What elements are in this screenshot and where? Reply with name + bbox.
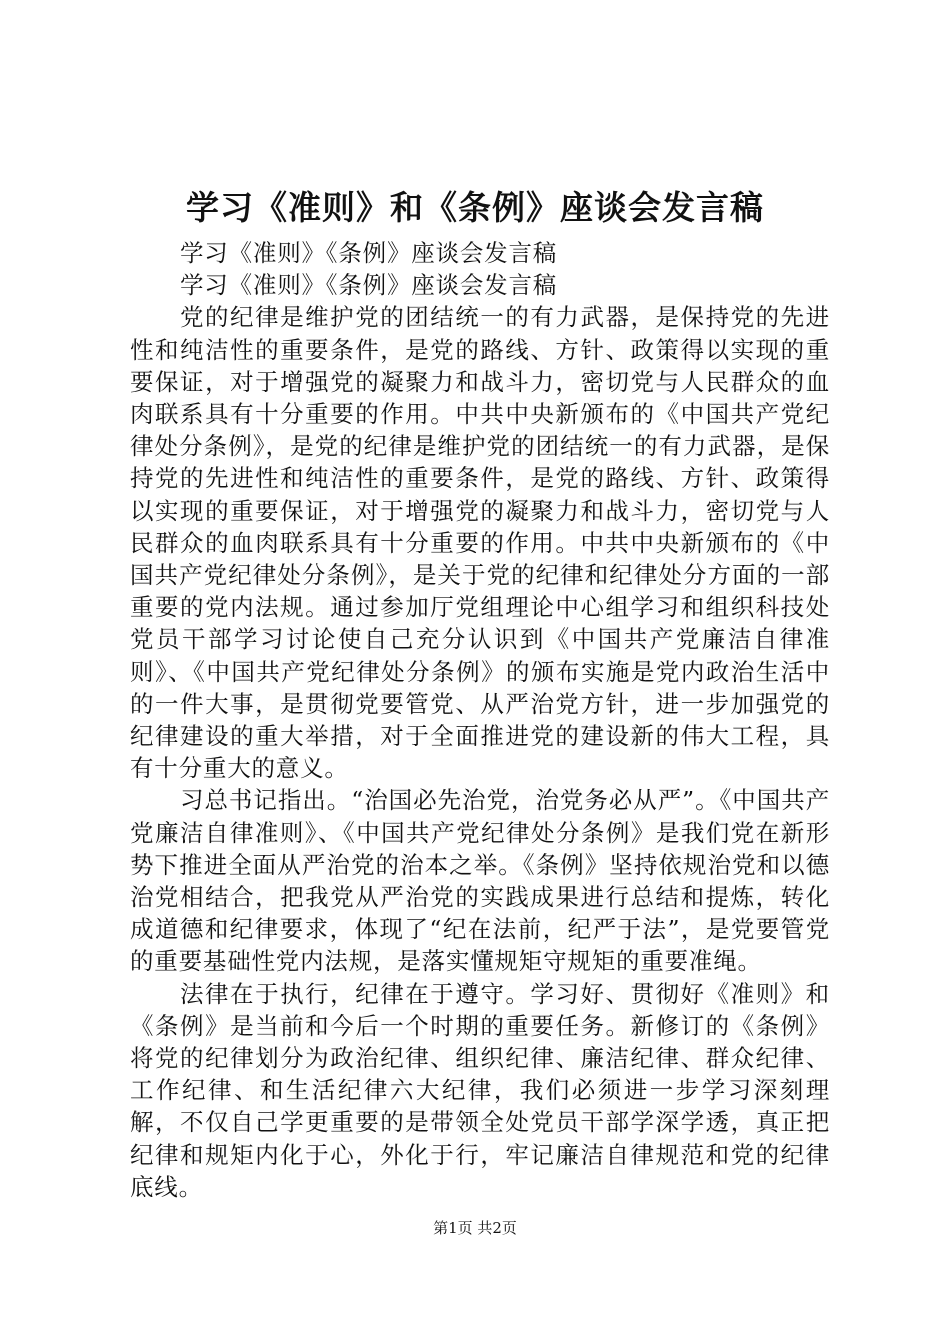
paragraph-1: 党的纪律是维护党的团结统一的有力武器，是保持党的先进性和纯洁性的重要条件，是党的路线、方针、政策得以实现的重要保证，对于增强党的凝聚力和战斗力，密切党与人民群众的血肉联系具有十分重要的作用。中共中央新颁布的《中国共产党纪律处分条例》，是党的纪律是维护党的团结统一的有力武器，是保持党的先进性和纯洁性的重要条件，是党的路线、方针、政策得以实现的重要保证，对于增强党的凝聚力和战斗力，密切党与人民群众的血肉联系具有十分重要的作用。中共中央新颁布的《中国共产党纪律处分条例》，是关于党的纪律和纪律处分方面的一部重要的党内法规。通过参加厅党组理论中心组学习和组织科技处党员干部学习讨论使自己充分认识到《中国共产党廉洁自律准则》、《中国共产党纪律处分条例》的颁布实施是党内政治生活中的一件大事，是贯彻党要管党、从严治党方针，进一步加强党的纪律建设的重大举措，对于全面推进党的建设新的伟大工程，具有十分重大的意义。 bbox=[130, 303, 830, 783]
paragraph-3: 法律在于执行，纪律在于遵守。学习好、贯彻好《准则》和《条例》是当前和今后一个时期的重要任务。新修订的《条例》将党的纪律划分为政治纪律、组织纪律、廉洁纪律、群众纪律、工作纪律、和生活纪律六大纪律，我们必须进一步学习深刻理解，不仅自己学更重要的是带领全处党员干部学深学透，真正把纪律和规矩内化于心，外化于行，牢记廉洁自律规范和党的纪律底线。 bbox=[130, 979, 830, 1201]
subtitle-line-2: 学习《准则》《条例》座谈会发言稿 bbox=[180, 271, 558, 300]
document-body bbox=[130, 237, 830, 1203]
subtitle-line-1: 学习《准则》《条例》座谈会发言稿 bbox=[180, 239, 558, 267]
page-footer: 第1页 共2页 bbox=[433, 1219, 517, 1237]
document-title: 学习《准则》和《条例》座谈会发言稿 bbox=[186, 188, 764, 227]
paragraph-2: 习总书记指出。“治国必先治党，治党务必从严”。《中国共产党廉洁自律准则》、《中国共产党纪律处分条例》是我们党在新形势下推进全面从严治党的治本之举。《条例》坚持依规治党和以德治党相结合，把我党从严治党的实践成果进行总结和提炼，转化成道德和纪律要求，体现了“纪在法前，纪严于法”，是党要管党的重要基础性党内法规，是落实懂规矩守规矩的重要准绳。 bbox=[130, 786, 830, 976]
